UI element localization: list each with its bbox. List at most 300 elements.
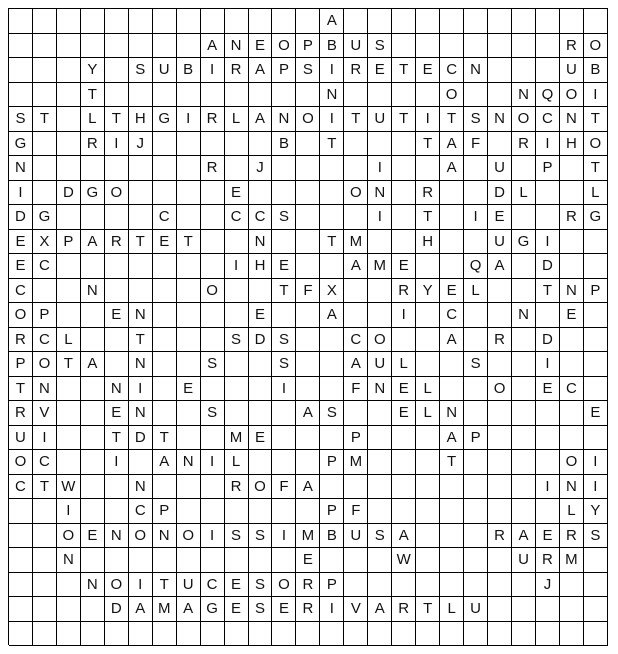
grid-cell[interactable]: F [344,499,368,524]
grid-cell[interactable] [33,279,57,304]
grid-cell[interactable] [225,132,249,157]
grid-cell[interactable]: I [320,58,344,83]
grid-cell[interactable]: U [177,573,201,598]
grid-cell[interactable] [296,426,320,451]
grid-cell[interactable]: R [392,279,416,304]
grid-cell[interactable] [57,303,81,328]
grid-cell[interactable]: N [368,181,392,206]
grid-cell[interactable] [488,34,512,59]
grid-cell[interactable] [105,279,129,304]
grid-cell[interactable] [320,426,344,451]
grid-cell[interactable] [129,622,153,647]
grid-cell[interactable] [440,499,464,524]
grid-cell[interactable] [249,279,273,304]
grid-cell[interactable]: C [249,205,273,230]
grid-cell[interactable]: R [81,132,105,157]
grid-cell[interactable]: R [560,524,584,549]
grid-cell[interactable]: Y [81,58,105,83]
grid-cell[interactable] [344,401,368,426]
grid-cell[interactable] [57,597,81,622]
grid-cell[interactable]: N [129,401,153,426]
grid-cell[interactable]: A [440,328,464,353]
grid-cell[interactable]: R [296,597,320,622]
grid-cell[interactable] [272,303,296,328]
grid-cell[interactable] [129,279,153,304]
grid-cell[interactable] [320,156,344,181]
grid-cell[interactable]: E [249,34,273,59]
grid-cell[interactable] [33,499,57,524]
grid-cell[interactable] [129,34,153,59]
grid-cell[interactable] [33,83,57,108]
grid-cell[interactable] [177,475,201,500]
grid-cell[interactable] [81,450,105,475]
grid-cell[interactable] [81,377,105,402]
grid-cell[interactable]: S [464,352,488,377]
grid-cell[interactable] [584,303,608,328]
grid-cell[interactable] [392,132,416,157]
grid-cell[interactable]: T [392,107,416,132]
grid-cell[interactable]: I [33,426,57,451]
grid-cell[interactable]: H [249,254,273,279]
grid-cell[interactable]: D [536,254,560,279]
grid-cell[interactable]: O [9,450,33,475]
grid-cell[interactable]: W [392,548,416,573]
grid-cell[interactable]: S [9,107,33,132]
grid-cell[interactable]: T [584,107,608,132]
grid-cell[interactable] [201,9,225,34]
grid-cell[interactable] [105,9,129,34]
grid-cell[interactable] [225,548,249,573]
grid-cell[interactable]: E [9,254,33,279]
grid-cell[interactable]: E [81,524,105,549]
grid-cell[interactable] [177,181,201,206]
grid-cell[interactable]: Y [416,279,440,304]
grid-cell[interactable] [296,181,320,206]
grid-cell[interactable]: N [153,524,177,549]
grid-cell[interactable]: S [129,58,153,83]
grid-cell[interactable]: C [201,573,225,598]
grid-cell[interactable] [153,352,177,377]
grid-cell[interactable] [272,426,296,451]
grid-cell[interactable]: A [296,401,320,426]
grid-cell[interactable] [81,597,105,622]
grid-cell[interactable]: P [464,426,488,451]
grid-cell[interactable] [392,83,416,108]
grid-cell[interactable] [392,573,416,598]
grid-cell[interactable]: S [249,524,273,549]
grid-cell[interactable] [33,58,57,83]
grid-cell[interactable] [560,328,584,353]
grid-cell[interactable] [392,475,416,500]
grid-cell[interactable] [536,401,560,426]
grid-cell[interactable] [464,548,488,573]
grid-cell[interactable] [153,9,177,34]
grid-cell[interactable] [344,205,368,230]
grid-cell[interactable] [296,450,320,475]
grid-cell[interactable] [249,499,273,524]
grid-cell[interactable] [344,279,368,304]
grid-cell[interactable] [201,426,225,451]
grid-cell[interactable] [201,499,225,524]
grid-cell[interactable]: N [129,352,153,377]
grid-cell[interactable]: T [153,573,177,598]
grid-cell[interactable] [225,156,249,181]
grid-cell[interactable] [177,132,201,157]
grid-cell[interactable]: L [225,450,249,475]
grid-cell[interactable] [536,499,560,524]
grid-cell[interactable] [153,254,177,279]
grid-cell[interactable] [584,9,608,34]
grid-cell[interactable]: T [416,205,440,230]
grid-cell[interactable] [296,622,320,647]
grid-cell[interactable] [584,426,608,451]
grid-cell[interactable] [536,597,560,622]
grid-cell[interactable]: I [536,352,560,377]
grid-cell[interactable] [512,352,536,377]
grid-cell[interactable] [177,205,201,230]
grid-cell[interactable]: Y [584,499,608,524]
grid-cell[interactable] [177,34,201,59]
grid-cell[interactable]: N [225,34,249,59]
grid-cell[interactable] [536,622,560,647]
grid-cell[interactable]: E [272,254,296,279]
grid-cell[interactable] [272,622,296,647]
grid-cell[interactable] [153,132,177,157]
grid-cell[interactable] [344,156,368,181]
grid-cell[interactable]: E [225,181,249,206]
grid-cell[interactable]: L [464,279,488,304]
grid-cell[interactable]: P [320,573,344,598]
grid-cell[interactable]: Q [536,83,560,108]
grid-cell[interactable] [153,401,177,426]
grid-cell[interactable]: N [512,83,536,108]
grid-cell[interactable]: R [105,230,129,255]
grid-cell[interactable] [81,303,105,328]
grid-cell[interactable] [33,9,57,34]
grid-cell[interactable] [105,254,129,279]
grid-cell[interactable]: R [512,132,536,157]
grid-cell[interactable]: P [344,426,368,451]
grid-cell[interactable]: A [81,352,105,377]
grid-cell[interactable]: R [488,524,512,549]
grid-cell[interactable] [272,83,296,108]
grid-cell[interactable]: I [464,205,488,230]
grid-cell[interactable]: I [368,156,392,181]
grid-cell[interactable] [584,548,608,573]
grid-cell[interactable] [201,181,225,206]
grid-cell[interactable]: A [344,254,368,279]
grid-cell[interactable]: T [177,230,201,255]
grid-cell[interactable]: N [57,548,81,573]
grid-cell[interactable] [9,9,33,34]
grid-cell[interactable]: P [320,450,344,475]
grid-cell[interactable]: S [464,107,488,132]
grid-cell[interactable] [512,450,536,475]
grid-cell[interactable] [344,132,368,157]
grid-cell[interactable] [296,230,320,255]
grid-cell[interactable]: E [9,230,33,255]
grid-cell[interactable] [57,9,81,34]
grid-cell[interactable] [225,401,249,426]
grid-cell[interactable] [177,426,201,451]
grid-cell[interactable] [416,475,440,500]
grid-cell[interactable] [57,205,81,230]
grid-cell[interactable]: T [320,230,344,255]
grid-cell[interactable] [560,426,584,451]
grid-cell[interactable]: A [368,597,392,622]
grid-cell[interactable]: U [368,107,392,132]
grid-cell[interactable] [201,328,225,353]
grid-cell[interactable] [33,156,57,181]
grid-cell[interactable] [440,352,464,377]
grid-cell[interactable]: I [177,107,201,132]
grid-cell[interactable] [249,548,273,573]
grid-cell[interactable]: P [153,499,177,524]
grid-cell[interactable] [488,622,512,647]
grid-cell[interactable]: N [512,303,536,328]
grid-cell[interactable]: O [560,450,584,475]
grid-cell[interactable]: S [296,58,320,83]
grid-cell[interactable]: M [296,524,320,549]
grid-cell[interactable]: N [272,107,296,132]
grid-cell[interactable]: I [105,450,129,475]
grid-cell[interactable]: N [81,573,105,598]
grid-cell[interactable]: C [225,205,249,230]
grid-cell[interactable] [368,279,392,304]
grid-cell[interactable] [344,573,368,598]
grid-cell[interactable]: S [225,328,249,353]
grid-cell[interactable] [416,9,440,34]
grid-cell[interactable] [9,573,33,598]
grid-cell[interactable]: P [536,156,560,181]
grid-cell[interactable]: U [512,548,536,573]
grid-cell[interactable]: T [392,58,416,83]
grid-cell[interactable] [464,230,488,255]
grid-cell[interactable]: R [9,401,33,426]
grid-cell[interactable]: O [560,83,584,108]
grid-cell[interactable] [560,597,584,622]
grid-cell[interactable]: X [33,230,57,255]
grid-cell[interactable]: M [153,597,177,622]
grid-cell[interactable]: V [33,401,57,426]
grid-cell[interactable]: J [536,573,560,598]
grid-cell[interactable] [512,279,536,304]
grid-cell[interactable]: A [512,524,536,549]
grid-cell[interactable] [81,426,105,451]
grid-cell[interactable] [488,450,512,475]
grid-cell[interactable]: T [9,377,33,402]
grid-cell[interactable]: I [129,377,153,402]
grid-cell[interactable] [105,83,129,108]
grid-cell[interactable] [272,9,296,34]
grid-cell[interactable] [153,279,177,304]
grid-cell[interactable] [368,303,392,328]
grid-cell[interactable]: I [57,499,81,524]
grid-cell[interactable]: L [584,181,608,206]
grid-cell[interactable] [201,475,225,500]
grid-cell[interactable] [584,254,608,279]
grid-cell[interactable]: N [33,377,57,402]
grid-cell[interactable] [57,426,81,451]
grid-cell[interactable]: N [560,107,584,132]
grid-cell[interactable]: G [584,205,608,230]
grid-cell[interactable]: I [584,450,608,475]
grid-cell[interactable] [296,328,320,353]
grid-cell[interactable] [81,499,105,524]
grid-cell[interactable]: L [416,377,440,402]
grid-cell[interactable] [320,254,344,279]
grid-cell[interactable]: E [536,377,560,402]
grid-cell[interactable] [105,58,129,83]
grid-cell[interactable] [81,622,105,647]
grid-cell[interactable]: A [488,254,512,279]
grid-cell[interactable] [488,548,512,573]
grid-cell[interactable] [320,377,344,402]
grid-cell[interactable] [105,548,129,573]
grid-cell[interactable] [416,254,440,279]
grid-cell[interactable]: B [320,34,344,59]
grid-cell[interactable] [57,377,81,402]
grid-cell[interactable]: E [105,401,129,426]
grid-cell[interactable] [296,377,320,402]
grid-cell[interactable]: L [440,597,464,622]
grid-cell[interactable]: S [368,34,392,59]
grid-cell[interactable]: N [320,83,344,108]
grid-cell[interactable] [416,156,440,181]
grid-cell[interactable] [57,622,81,647]
grid-cell[interactable] [225,622,249,647]
grid-cell[interactable]: E [536,524,560,549]
grid-cell[interactable]: B [584,58,608,83]
grid-cell[interactable]: B [272,132,296,157]
grid-cell[interactable] [296,156,320,181]
grid-cell[interactable] [440,548,464,573]
grid-cell[interactable] [560,9,584,34]
grid-cell[interactable] [488,279,512,304]
grid-cell[interactable] [105,328,129,353]
grid-cell[interactable] [344,548,368,573]
grid-cell[interactable] [249,352,273,377]
grid-cell[interactable] [296,352,320,377]
grid-cell[interactable]: N [105,377,129,402]
grid-cell[interactable]: C [33,328,57,353]
grid-cell[interactable]: N [560,279,584,304]
grid-cell[interactable]: F [464,132,488,157]
grid-cell[interactable]: O [249,475,273,500]
grid-cell[interactable]: I [9,181,33,206]
grid-cell[interactable]: T [344,107,368,132]
grid-cell[interactable] [129,205,153,230]
grid-cell[interactable]: I [536,475,560,500]
grid-cell[interactable]: E [416,58,440,83]
grid-cell[interactable] [9,597,33,622]
grid-cell[interactable] [249,401,273,426]
grid-cell[interactable]: R [225,475,249,500]
grid-cell[interactable] [512,377,536,402]
grid-cell[interactable]: C [33,450,57,475]
grid-cell[interactable] [81,9,105,34]
grid-cell[interactable]: A [129,597,153,622]
grid-cell[interactable] [153,181,177,206]
grid-cell[interactable] [416,622,440,647]
grid-cell[interactable]: L [560,499,584,524]
grid-cell[interactable] [9,548,33,573]
grid-cell[interactable] [129,9,153,34]
grid-cell[interactable]: E [488,205,512,230]
grid-cell[interactable] [512,475,536,500]
grid-cell[interactable]: T [129,230,153,255]
grid-cell[interactable] [368,548,392,573]
grid-cell[interactable]: A [320,9,344,34]
grid-cell[interactable] [225,499,249,524]
grid-cell[interactable] [440,205,464,230]
grid-cell[interactable]: J [129,132,153,157]
grid-cell[interactable] [249,83,273,108]
grid-cell[interactable]: E [105,303,129,328]
grid-cell[interactable]: O [33,352,57,377]
grid-cell[interactable]: I [320,107,344,132]
grid-cell[interactable] [416,524,440,549]
grid-cell[interactable]: R [344,58,368,83]
grid-cell[interactable]: A [201,34,225,59]
grid-cell[interactable]: R [416,181,440,206]
grid-cell[interactable] [272,181,296,206]
grid-cell[interactable] [440,181,464,206]
grid-cell[interactable]: O [488,377,512,402]
grid-cell[interactable]: I [416,107,440,132]
grid-cell[interactable]: T [57,352,81,377]
grid-cell[interactable] [344,303,368,328]
grid-cell[interactable] [296,9,320,34]
grid-cell[interactable] [584,573,608,598]
grid-cell[interactable] [464,156,488,181]
grid-cell[interactable] [392,156,416,181]
grid-cell[interactable] [344,622,368,647]
grid-cell[interactable] [81,34,105,59]
grid-cell[interactable] [368,83,392,108]
grid-cell[interactable] [225,303,249,328]
grid-cell[interactable]: A [249,58,273,83]
grid-cell[interactable]: C [153,205,177,230]
grid-cell[interactable] [201,622,225,647]
grid-cell[interactable]: M [560,548,584,573]
grid-cell[interactable] [33,573,57,598]
grid-cell[interactable] [177,9,201,34]
grid-cell[interactable] [512,622,536,647]
grid-cell[interactable] [440,524,464,549]
grid-cell[interactable] [296,205,320,230]
grid-cell[interactable]: E [225,573,249,598]
grid-cell[interactable]: O [344,181,368,206]
grid-cell[interactable] [153,328,177,353]
grid-cell[interactable] [416,450,440,475]
grid-cell[interactable] [464,303,488,328]
grid-cell[interactable] [488,401,512,426]
grid-cell[interactable] [560,622,584,647]
grid-cell[interactable] [81,401,105,426]
grid-cell[interactable] [512,156,536,181]
grid-cell[interactable] [560,401,584,426]
grid-cell[interactable]: R [225,58,249,83]
grid-cell[interactable]: T [416,597,440,622]
grid-cell[interactable] [81,254,105,279]
grid-cell[interactable] [512,597,536,622]
grid-cell[interactable] [320,475,344,500]
grid-cell[interactable]: I [272,377,296,402]
grid-cell[interactable] [177,499,201,524]
grid-cell[interactable]: U [488,230,512,255]
grid-cell[interactable] [464,499,488,524]
